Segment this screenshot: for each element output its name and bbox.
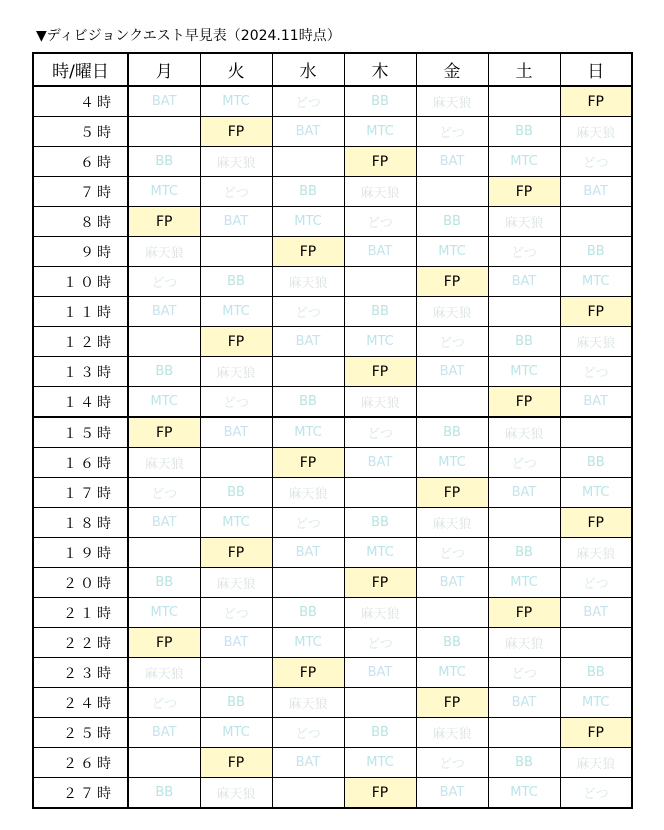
table-row bbox=[33, 267, 632, 297]
schedule-cell: 麻天狼 bbox=[560, 538, 632, 568]
header-day-tue: 火 bbox=[200, 53, 272, 86]
schedule-cell: MTC bbox=[560, 688, 632, 718]
schedule-cell: MTC bbox=[344, 538, 416, 568]
schedule-cell: 麻天狼 bbox=[344, 177, 416, 207]
schedule-cell bbox=[416, 177, 488, 207]
table-row bbox=[33, 508, 632, 538]
header-day-sat: 土 bbox=[488, 53, 560, 86]
hour-label: １３時 bbox=[33, 357, 128, 387]
schedule-cell: どつ bbox=[272, 718, 344, 748]
schedule-cell bbox=[560, 628, 632, 658]
schedule-cell: BAT bbox=[128, 718, 200, 748]
schedule-cell: MTC bbox=[272, 417, 344, 448]
schedule-cell: 麻天狼 bbox=[200, 568, 272, 598]
schedule-cell: BAT bbox=[128, 297, 200, 327]
schedule-cell: どつ bbox=[488, 658, 560, 688]
schedule-cell bbox=[488, 297, 560, 327]
hour-label: ２３時 bbox=[33, 658, 128, 688]
schedule-cell: どつ bbox=[344, 417, 416, 448]
schedule-cell: どつ bbox=[344, 207, 416, 237]
hour-label: ２２時 bbox=[33, 628, 128, 658]
hour-label: ７時 bbox=[33, 177, 128, 207]
hour-label: ２７時 bbox=[33, 778, 128, 809]
schedule-cell: FP bbox=[200, 327, 272, 357]
schedule-cell: BB bbox=[200, 688, 272, 718]
schedule-cell: FP bbox=[488, 387, 560, 418]
schedule-cell: BAT bbox=[128, 86, 200, 117]
hour-label: ４時 bbox=[33, 86, 128, 117]
schedule-cell: FP bbox=[200, 748, 272, 778]
schedule-cell: MTC bbox=[416, 658, 488, 688]
schedule-cell: BAT bbox=[272, 327, 344, 357]
header-day-fri: 金 bbox=[416, 53, 488, 86]
schedule-cell: 麻天狼 bbox=[128, 237, 200, 267]
schedule-cell: BB bbox=[560, 448, 632, 478]
schedule-cell: BB bbox=[200, 267, 272, 297]
schedule-cell: BAT bbox=[200, 417, 272, 448]
schedule-cell: MTC bbox=[488, 568, 560, 598]
schedule-cell: FP bbox=[344, 568, 416, 598]
schedule-cell: MTC bbox=[272, 207, 344, 237]
schedule-cell: MTC bbox=[128, 387, 200, 418]
schedule-cell: どつ bbox=[416, 538, 488, 568]
hour-label: ２４時 bbox=[33, 688, 128, 718]
schedule-cell: MTC bbox=[272, 628, 344, 658]
hour-label: ６時 bbox=[33, 147, 128, 177]
schedule-cell: 麻天狼 bbox=[488, 207, 560, 237]
schedule-cell: 麻天狼 bbox=[272, 267, 344, 297]
schedule-cell: BAT bbox=[128, 508, 200, 538]
schedule-cell: BAT bbox=[416, 147, 488, 177]
hour-label: １２時 bbox=[33, 327, 128, 357]
page-title: ▼ディビジョンクエスト早見表（2024.11時点） bbox=[36, 28, 341, 44]
schedule-cell bbox=[128, 748, 200, 778]
schedule-cell: 麻天狼 bbox=[200, 357, 272, 387]
schedule-cell: BAT bbox=[488, 688, 560, 718]
schedule-cell: MTC bbox=[200, 508, 272, 538]
schedule-cell: 麻天狼 bbox=[272, 688, 344, 718]
schedule-cell: 麻天狼 bbox=[200, 147, 272, 177]
schedule-cell: どつ bbox=[272, 508, 344, 538]
hour-label: １７時 bbox=[33, 478, 128, 508]
schedule-cell: どつ bbox=[344, 628, 416, 658]
schedule-cell: 麻天狼 bbox=[344, 598, 416, 628]
hour-label: １５時 bbox=[33, 417, 128, 448]
schedule-cell: FP bbox=[344, 778, 416, 809]
schedule-cell: 麻天狼 bbox=[416, 718, 488, 748]
schedule-cell: FP bbox=[128, 207, 200, 237]
schedule-cell: MTC bbox=[128, 598, 200, 628]
schedule-cell bbox=[560, 417, 632, 448]
schedule-cell: FP bbox=[416, 688, 488, 718]
schedule-cell: どつ bbox=[488, 237, 560, 267]
schedule-cell: どつ bbox=[560, 568, 632, 598]
schedule-cell: どつ bbox=[200, 598, 272, 628]
hour-label: ５時 bbox=[33, 117, 128, 147]
table-row bbox=[33, 478, 632, 508]
schedule-cell: BB bbox=[128, 357, 200, 387]
schedule-cell: BB bbox=[560, 237, 632, 267]
table-row bbox=[33, 718, 632, 748]
schedule-cell: FP bbox=[416, 267, 488, 297]
schedule-cell: MTC bbox=[128, 177, 200, 207]
schedule-cell: BAT bbox=[416, 568, 488, 598]
schedule-cell: BB bbox=[344, 297, 416, 327]
schedule-cell: BAT bbox=[344, 448, 416, 478]
schedule-cell: BB bbox=[200, 478, 272, 508]
schedule-cell: MTC bbox=[488, 778, 560, 809]
hour-label: ２１時 bbox=[33, 598, 128, 628]
schedule-cell: BAT bbox=[200, 628, 272, 658]
header-day-sun: 日 bbox=[560, 53, 632, 86]
schedule-cell bbox=[272, 778, 344, 809]
schedule-cell bbox=[128, 327, 200, 357]
schedule-cell: 麻天狼 bbox=[344, 387, 416, 418]
schedule-cell: 麻天狼 bbox=[416, 297, 488, 327]
table-row bbox=[33, 147, 632, 177]
schedule-cell: 麻天狼 bbox=[416, 86, 488, 117]
schedule-cell: MTC bbox=[344, 117, 416, 147]
schedule-cell: FP bbox=[272, 658, 344, 688]
hour-label: ２６時 bbox=[33, 748, 128, 778]
schedule-cell: BAT bbox=[272, 748, 344, 778]
schedule-cell: どつ bbox=[560, 357, 632, 387]
table-row bbox=[33, 417, 632, 448]
table-row bbox=[33, 778, 632, 809]
schedule-cell bbox=[200, 448, 272, 478]
schedule-cell bbox=[200, 658, 272, 688]
schedule-cell bbox=[416, 387, 488, 418]
schedule-cell: MTC bbox=[200, 86, 272, 117]
schedule-cell: どつ bbox=[560, 147, 632, 177]
schedule-cell: BAT bbox=[416, 357, 488, 387]
schedule-cell: FP bbox=[560, 508, 632, 538]
schedule-cell: どつ bbox=[200, 177, 272, 207]
schedule-cell bbox=[416, 598, 488, 628]
schedule-cell: どつ bbox=[560, 778, 632, 809]
schedule-cell: FP bbox=[272, 448, 344, 478]
schedule-cell: BAT bbox=[344, 658, 416, 688]
schedule-cell: FP bbox=[272, 237, 344, 267]
hour-label: １０時 bbox=[33, 267, 128, 297]
table-row bbox=[33, 748, 632, 778]
hour-label: １９時 bbox=[33, 538, 128, 568]
header-day-mon: 月 bbox=[128, 53, 200, 86]
table-row bbox=[33, 357, 632, 387]
schedule-cell: BB bbox=[416, 628, 488, 658]
table-row bbox=[33, 598, 632, 628]
schedule-cell: FP bbox=[488, 177, 560, 207]
hour-label: １８時 bbox=[33, 508, 128, 538]
schedule-cell: BAT bbox=[560, 387, 632, 418]
header-day-thu: 木 bbox=[344, 53, 416, 86]
schedule-cell: どつ bbox=[272, 297, 344, 327]
schedule-cell: FP bbox=[560, 718, 632, 748]
hour-label: １６時 bbox=[33, 448, 128, 478]
schedule-table bbox=[32, 52, 633, 809]
schedule-cell: BB bbox=[272, 177, 344, 207]
schedule-cell: FP bbox=[416, 478, 488, 508]
schedule-cell: BB bbox=[272, 598, 344, 628]
schedule-cell bbox=[488, 508, 560, 538]
schedule-cell: MTC bbox=[488, 357, 560, 387]
schedule-cell: FP bbox=[344, 147, 416, 177]
table-row bbox=[33, 117, 632, 147]
table-row bbox=[33, 688, 632, 718]
table-row bbox=[33, 177, 632, 207]
schedule-cell: BB bbox=[344, 718, 416, 748]
schedule-cell: BB bbox=[344, 508, 416, 538]
table-row bbox=[33, 538, 632, 568]
schedule-cell: BAT bbox=[272, 538, 344, 568]
schedule-cell: 麻天狼 bbox=[128, 658, 200, 688]
hour-label: １１時 bbox=[33, 297, 128, 327]
hour-label: ２０時 bbox=[33, 568, 128, 598]
schedule-cell: MTC bbox=[344, 748, 416, 778]
schedule-cell: 麻天狼 bbox=[272, 478, 344, 508]
table-row bbox=[33, 297, 632, 327]
schedule-cell bbox=[272, 147, 344, 177]
schedule-cell: BB bbox=[488, 327, 560, 357]
table-row bbox=[33, 207, 632, 237]
schedule-cell: FP bbox=[488, 598, 560, 628]
schedule-cell: どつ bbox=[128, 688, 200, 718]
schedule-cell: どつ bbox=[416, 748, 488, 778]
table-row bbox=[33, 568, 632, 598]
schedule-cell: BB bbox=[128, 778, 200, 809]
schedule-cell: BAT bbox=[560, 598, 632, 628]
schedule-cell bbox=[344, 267, 416, 297]
schedule-cell: BB bbox=[488, 538, 560, 568]
schedule-cell: MTC bbox=[200, 297, 272, 327]
schedule-cell: MTC bbox=[200, 718, 272, 748]
schedule-cell bbox=[488, 86, 560, 117]
schedule-cell bbox=[344, 478, 416, 508]
schedule-cell: 麻天狼 bbox=[416, 508, 488, 538]
schedule-cell: どつ bbox=[416, 117, 488, 147]
header-day-wed: 水 bbox=[272, 53, 344, 86]
schedule-cell: BB bbox=[272, 387, 344, 418]
hour-label: ９時 bbox=[33, 237, 128, 267]
table-row bbox=[33, 387, 632, 418]
schedule-cell: 麻天狼 bbox=[560, 748, 632, 778]
schedule-cell: 麻天狼 bbox=[488, 417, 560, 448]
schedule-cell: BAT bbox=[272, 117, 344, 147]
schedule-cell: MTC bbox=[488, 147, 560, 177]
schedule-cell: MTC bbox=[416, 448, 488, 478]
schedule-cell: どつ bbox=[488, 448, 560, 478]
schedule-cell: どつ bbox=[128, 267, 200, 297]
table-row bbox=[33, 658, 632, 688]
schedule-cell: BAT bbox=[488, 267, 560, 297]
schedule-cell bbox=[272, 568, 344, 598]
schedule-cell: BB bbox=[128, 568, 200, 598]
schedule-cell: MTC bbox=[560, 267, 632, 297]
schedule-cell: FP bbox=[344, 357, 416, 387]
schedule-cell: 麻天狼 bbox=[560, 327, 632, 357]
schedule-cell: BAT bbox=[344, 237, 416, 267]
schedule-cell bbox=[200, 237, 272, 267]
schedule-cell: 麻天狼 bbox=[200, 778, 272, 809]
table-row bbox=[33, 237, 632, 267]
schedule-cell: BAT bbox=[488, 478, 560, 508]
header-hour-label: 時/曜日 bbox=[33, 53, 128, 86]
schedule-cell bbox=[344, 688, 416, 718]
schedule-cell: BB bbox=[488, 748, 560, 778]
hour-label: ８時 bbox=[33, 207, 128, 237]
schedule-cell bbox=[128, 538, 200, 568]
schedule-cell: FP bbox=[128, 628, 200, 658]
schedule-cell: FP bbox=[560, 297, 632, 327]
schedule-cell: 麻天狼 bbox=[128, 448, 200, 478]
schedule-cell: BB bbox=[416, 417, 488, 448]
schedule-cell: FP bbox=[128, 417, 200, 448]
schedule-cell: FP bbox=[560, 86, 632, 117]
schedule-cell: FP bbox=[200, 538, 272, 568]
schedule-cell: MTC bbox=[416, 237, 488, 267]
schedule-cell: BAT bbox=[560, 177, 632, 207]
table-row bbox=[33, 628, 632, 658]
hour-label: １４時 bbox=[33, 387, 128, 418]
schedule-cell bbox=[560, 207, 632, 237]
schedule-cell: どつ bbox=[272, 86, 344, 117]
schedule-cell: MTC bbox=[344, 327, 416, 357]
table-row bbox=[33, 86, 632, 117]
schedule-cell: どつ bbox=[416, 327, 488, 357]
schedule-cell bbox=[488, 718, 560, 748]
schedule-cell: 麻天狼 bbox=[560, 117, 632, 147]
schedule-cell bbox=[272, 357, 344, 387]
schedule-cell: どつ bbox=[200, 387, 272, 418]
schedule-cell: BB bbox=[344, 86, 416, 117]
schedule-cell: FP bbox=[200, 117, 272, 147]
schedule-cell: BB bbox=[128, 147, 200, 177]
schedule-cell: どつ bbox=[128, 478, 200, 508]
header-row bbox=[33, 53, 632, 86]
schedule-cell: BB bbox=[560, 658, 632, 688]
schedule-cell: BB bbox=[416, 207, 488, 237]
hour-label: ２５時 bbox=[33, 718, 128, 748]
table-row bbox=[33, 448, 632, 478]
schedule-cell: BAT bbox=[416, 778, 488, 809]
table-row bbox=[33, 327, 632, 357]
schedule-cell: BB bbox=[488, 117, 560, 147]
schedule-cell: MTC bbox=[560, 478, 632, 508]
schedule-cell bbox=[128, 117, 200, 147]
schedule-cell: BAT bbox=[200, 207, 272, 237]
schedule-cell: 麻天狼 bbox=[488, 628, 560, 658]
